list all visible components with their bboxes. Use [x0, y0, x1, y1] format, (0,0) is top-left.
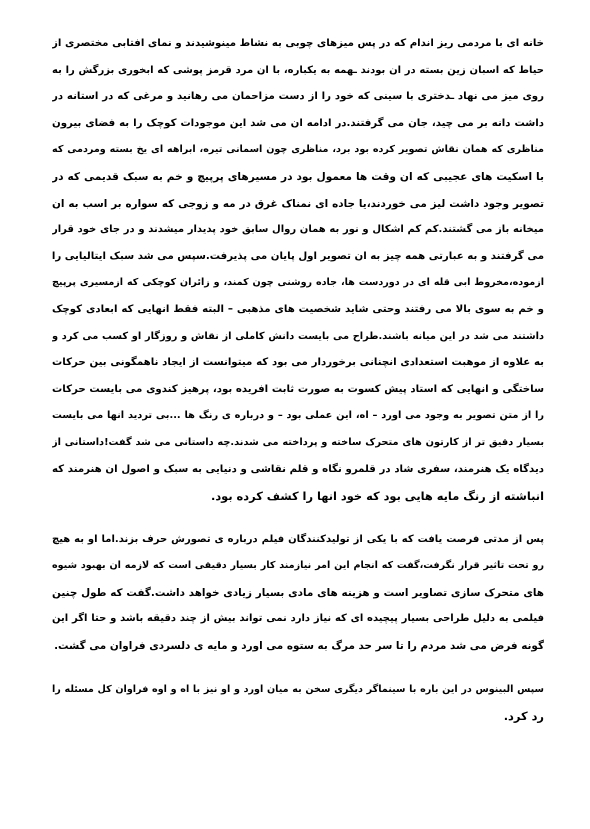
text-line: داشت دانه بر می چید، جان می گرفتند.در ادامه ان می شد این موجودات کوچک را به فضای بیرون: [52, 117, 544, 129]
text-line: رو تحت تاثیر قرار نگرفت،گفت که انجام این امر نیازمند کار بسیار دقیقی است که لازمه ان بهبود شیوه: [52, 560, 544, 572]
paragraph-3: [52, 677, 544, 730]
text-line: می گرفتند و به عبارتی همه چیز به ان تصویر اول پایان می پذیرفت.سپس می شد سبک ایتالیایی را: [52, 250, 544, 262]
document-page: [52, 31, 544, 730]
text-line: ساختگی و انهایی که استاد پیش کسوت به صورت ثابت افریده بود، پرهیز کندوی می بایست حرکات: [52, 383, 544, 395]
text-line: حیاط که اسبان زین بسته در ان بودند ـهمه به یکباره، با ان مرد قرمز پوشی که ابخوری بزرگش را به: [52, 64, 544, 76]
text-line: تصویر وجود داشت لیز می خوردند،یا جاده ای نمناک غرق در مه و زوجی که سواره بر اسب به ان: [52, 197, 544, 210]
text-line: گونه فرض می شد مردم را تا سر حد مرگ به ستوه می اورد و مایه ی دلسردی فراوان می گشت.: [54, 640, 544, 653]
text-line: داشتند می شد در این میانه باشند.طراح می بایست دانش کاملی از نقاش و روزگار او کسب می کرد و: [52, 330, 544, 342]
text-line: مناظری که همان نقاش تصویر کرده بود برد، مناظری چون اسمانی تیره، ابراهه ای یخ بسته ومردمی که: [52, 144, 544, 156]
text-line: دیدگاه یک هنرمند، سفری شاد در قلمرو نگاه و قلم نقاشی و دنیایی به سبک و اصول ان هنرمند که: [52, 463, 544, 475]
text-line: میخانه باز می گشتند.کم کم اشکال و نور به همان روال سابق خود پدیدار میشدند و در جای خود قرار: [52, 224, 544, 236]
paragraph-1: [52, 31, 544, 510]
text-line: پس از مدتی فرصت یافت که با یکی از تولیدکنندگان فیلم درباره ی تصورش حرف بزند.اما او به هیچ: [52, 533, 544, 545]
text-line: بسیار دقیق تر از کارتون های متحرک ساخته و پرداخته می شدند.چه داستانی می شد گفت!داستانی از: [52, 436, 544, 448]
text-line: با اسکیت های عجیبی که ان وقت ها معمول بود در مسیرهای پرپیچ و خم به سبک قدیمی که در: [52, 170, 544, 183]
text-line: را از متن تصویر به وجود می اورد – اه، این عملی بود – و درباره ی رنگ ها ...بی تردید انها می بایست: [52, 410, 544, 422]
text-line: ازموده،مخروط ابی قله ای در دوردست ها، جاده روشنی چون کمند، و زائران کوچکی که ازمسیری پرپیچ: [52, 277, 544, 289]
text-line: سپس البینوس در این باره با سینماگر دیگری سخن به میان اورد و او نیز با اه و اوه فراوان کل مسئله را: [52, 683, 544, 695]
text-line: های متحرک سازی تصاویر است و هزینه های مادی بسیار زیادی خواهد داشت.گفت که طول چنین: [52, 586, 544, 599]
text-line: به علاوه از موهبت استعدادی انچنانی برخوردار می بود که میتوانست از ایجاد ناهمگونی بین حرکات: [52, 357, 544, 369]
text-line: رد کرد.: [503, 709, 544, 724]
text-line: و خم به سوی بالا می رفتند وحتی شاید شخصیت های مذهبی – البته فقط انهایی که ابعادی کوچک: [52, 303, 544, 315]
text-line: انباشته از رنگ مایه هایی بود که خود انها را کشف کرده بود.: [211, 489, 544, 504]
text-line: خانه ای با مردمی ریز اندام که در پس میزهای چوبی به نشاط مینوشیدند و نمای افتابی مختصری از: [52, 38, 544, 49]
paragraph-2: [52, 527, 544, 660]
text-line: روی میز می نهاد ـدختری با سینی که خود را از دست مزاحمان می رهانید و مرغی که در استانه در: [52, 91, 544, 103]
text-line: فیلمی به دلیل طراحی بسیار پیچیده ای که نیاز دارد نمی تواند بیش از چند دقیقه باشد و حتا اگر این: [52, 613, 544, 625]
